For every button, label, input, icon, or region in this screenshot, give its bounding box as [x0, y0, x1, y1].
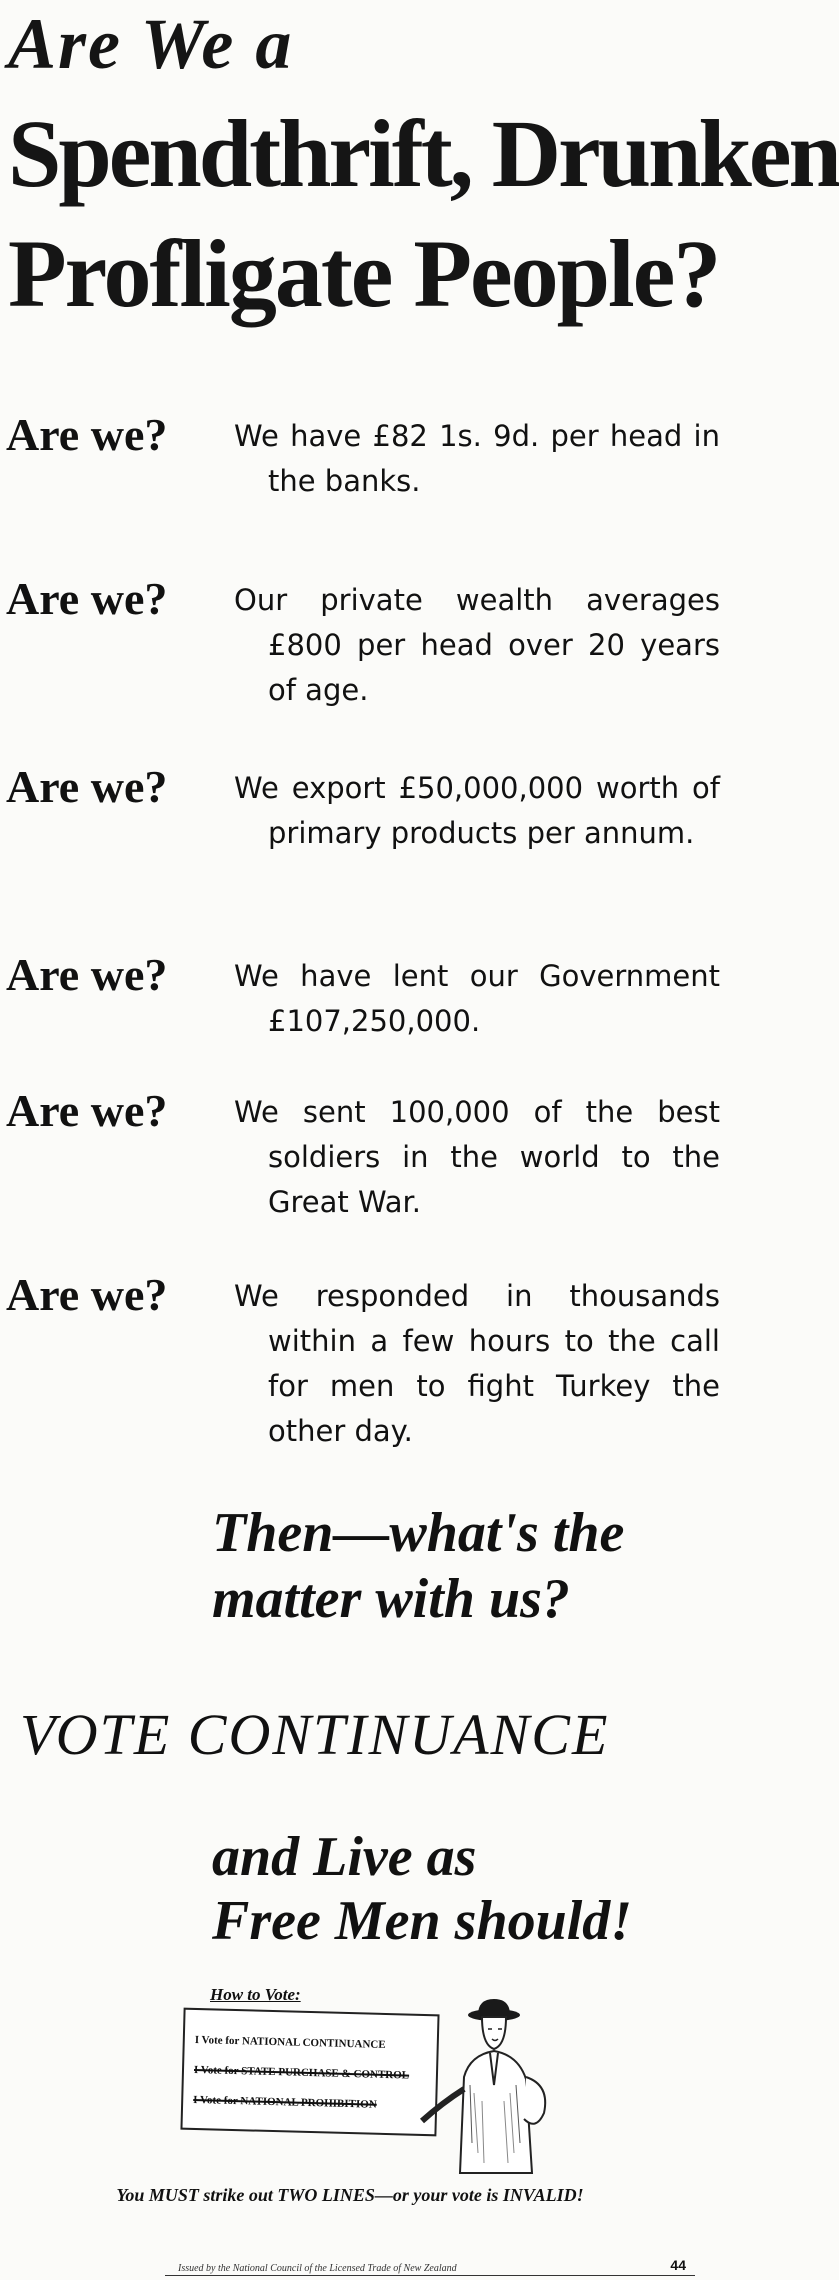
question-text: We responded in thousands within a few hours to the call for men to fight Turkey the other day. [234, 1279, 720, 1448]
headline-line-1: Are We a [8, 4, 294, 84]
strike-out-warning: You MUST strike out TWO LINES—or your vote is INVALID! [116, 2185, 584, 2205]
question-text: We export £50,000,000 worth of primary products per annum. [234, 771, 720, 850]
vote-continuance-heading: VOTE CONTINUANCE [20, 1702, 610, 1767]
question-label: Are we? [6, 1085, 168, 1136]
question-label: Are we? [6, 1269, 168, 1320]
ballot-line-prohibition: I Vote for NATIONAL PROHIBITION [193, 2093, 377, 2111]
footer [0, 2255, 700, 2280]
ballot-line-state-purchase: I Vote for STATE PURCHASE & CONTROL [193, 2063, 410, 2082]
then-line-1: Then—what's the [212, 1502, 625, 1564]
how-to-vote-illustration [150, 1985, 570, 2175]
question-label: Are we? [6, 761, 168, 812]
ballot-paper [180, 2008, 439, 2137]
page-number: 44 [670, 2257, 686, 2273]
headline-line-2: Spendthrift, Drunken [8, 100, 839, 207]
question-text: We sent 100,000 of the best soldiers in the world to the Great War. [234, 1095, 720, 1219]
issued-by-credit: Issued by the National Council of the Licensed Trade of New Zealand [178, 2263, 457, 2274]
how-to-vote-title: How to Vote: [210, 1985, 301, 2004]
question-text: We have £82 1s. 9d. per head in the banks. [234, 419, 720, 498]
then-heading [212, 1500, 692, 1632]
ballot-line-continuance: I Vote for NATIONAL CONTINUANCE [194, 2033, 386, 2051]
question-label: Are we? [6, 573, 168, 624]
headline [8, 0, 839, 334]
question-text: Our private wealth averages £800 per head over 20 years of age. [234, 583, 720, 707]
live-line-1: and Live as [212, 1826, 477, 1888]
footer-rule [165, 2275, 695, 2276]
question-label: Are we? [6, 409, 168, 460]
man-with-hat-illustration [412, 1993, 562, 2173]
live-heading [212, 1825, 692, 1953]
then-line-2: matter with us? [212, 1568, 570, 1630]
question-text: We have lent our Government £107,250,000. [234, 959, 720, 1038]
headline-line-3: Profligate People? [8, 220, 720, 327]
question-label: Are we? [6, 949, 168, 1000]
live-line-2: Free Men should! [212, 1890, 633, 1952]
